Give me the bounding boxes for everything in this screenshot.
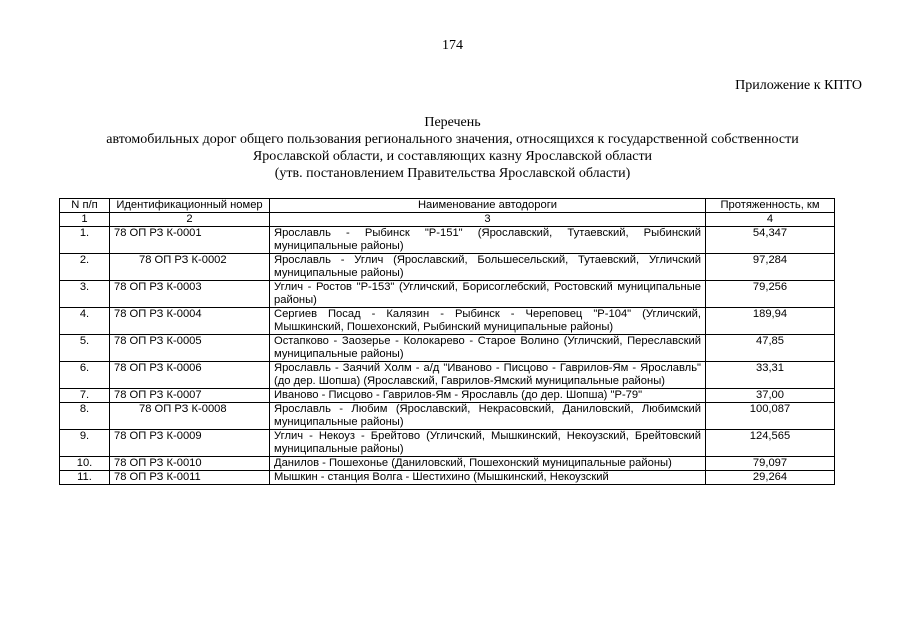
column-number: 4 [706,213,835,227]
table-row [60,362,835,389]
table-row [60,471,835,485]
road-id: 78 ОП РЗ К-0004 [110,308,270,335]
title-line-4: (утв. постановлением Правительства Ярославской области) [274,166,631,181]
road-id: 78 ОП РЗ К-0009 [110,430,270,457]
table-row [60,430,835,457]
road-id: 78 ОП РЗ К-0007 [110,389,270,403]
table-row [60,403,835,430]
row-number: 10. [60,457,110,471]
table-row [60,335,835,362]
table-body [60,227,835,485]
road-name: Углич - Ростов "Р-153" (Угличский, Борисоглебский, Ростовский муниципальные районы) [270,281,706,308]
column-number: 2 [110,213,270,227]
road-id: 78 ОП РЗ К-0011 [110,471,270,485]
header-name: Наименование автодороги [270,199,706,213]
column-number: 3 [270,213,706,227]
road-name: Ярославль - Заячий Холм - а/д "Иваново - Писцово - Гаврилов-Ям - Ярославль" (до дер. Шопша) (Ярославский, Гаврилов-Ямский муниципальные районы) [270,362,706,389]
roads-table [59,198,835,485]
table-row [60,227,835,254]
road-name: Ярославль - Углич (Ярославский, Большесельский, Тутаевский, Угличский муниципальные районы) [270,254,706,281]
road-length: 100,087 [706,403,835,430]
road-length: 79,256 [706,281,835,308]
road-name: Остапково - Заозерье - Колокарево - Старое Волино (Угличский, Переславский муниципальные районы) [270,335,706,362]
column-number-row [60,213,835,227]
road-id: 78 ОП РЗ К-0001 [110,227,270,254]
road-name: Ярославль - Рыбинск "Р-151" (Ярославский, Тутаевский, Рыбинский муниципальные районы) [270,227,706,254]
row-number: 2. [60,254,110,281]
header-id: Идентификационный номер [110,199,270,213]
row-number: 7. [60,389,110,403]
title-line-2: автомобильных дорог общего пользования регионального значения, относящихся к государственной собственности [106,132,799,147]
document-title [60,114,845,182]
road-length: 33,31 [706,362,835,389]
road-name: Данилов - Пошехонье (Даниловский, Пошехонский муниципальные районы) [270,457,706,471]
road-length: 97,284 [706,254,835,281]
row-number: 4. [60,308,110,335]
road-name: Сергиев Посад - Калязин - Рыбинск - Череповец "Р-104" (Угличский, Мышкинский, Пошехонский, Рыбинский муниципальные районы) [270,308,706,335]
row-number: 11. [60,471,110,485]
header-num: N п/п [60,199,110,213]
table-row [60,254,835,281]
road-length: 54,347 [706,227,835,254]
table-row [60,308,835,335]
road-name: Ярославль - Любим (Ярославский, Некрасовский, Даниловский, Любимский муниципальные районы) [270,403,706,430]
row-number: 1. [60,227,110,254]
road-length: 124,565 [706,430,835,457]
road-id: 78 ОП РЗ К-0002 [110,254,270,281]
road-id: 78 ОП РЗ К-0003 [110,281,270,308]
road-length: 37,00 [706,389,835,403]
road-length: 79,097 [706,457,835,471]
road-length: 29,264 [706,471,835,485]
row-number: 3. [60,281,110,308]
row-number: 8. [60,403,110,430]
page-number: 174 [442,38,463,53]
appendix-label: Приложение к КПТО [735,78,862,93]
table-row [60,389,835,403]
table-row [60,281,835,308]
road-length: 47,85 [706,335,835,362]
road-id: 78 ОП РЗ К-0008 [110,403,270,430]
road-length: 189,94 [706,308,835,335]
road-id: 78 ОП РЗ К-0006 [110,362,270,389]
road-id: 78 ОП РЗ К-0005 [110,335,270,362]
road-id: 78 ОП РЗ К-0010 [110,457,270,471]
header-length: Протяженность, км [706,199,835,213]
table-header-row [60,199,835,213]
row-number: 9. [60,430,110,457]
row-number: 5. [60,335,110,362]
title-line-3: Ярославской области, и составляющих казну Ярославской области [252,149,653,164]
road-name: Углич - Некоуз - Брейтово (Угличский, Мышкинский, Некоузский, Брейтовский муниципальные районы) [270,430,706,457]
column-number: 1 [60,213,110,227]
road-name: Иваново - Писцово - Гаврилов-Ям - Ярославль (до дер. Шопша) "Р-79" [270,389,706,403]
row-number: 6. [60,362,110,389]
table-row [60,457,835,471]
title-line-1: Перечень [424,115,481,130]
road-name: Мышкин - станция Волга - Шестихино (Мышкинский, Некоузский [270,471,706,485]
